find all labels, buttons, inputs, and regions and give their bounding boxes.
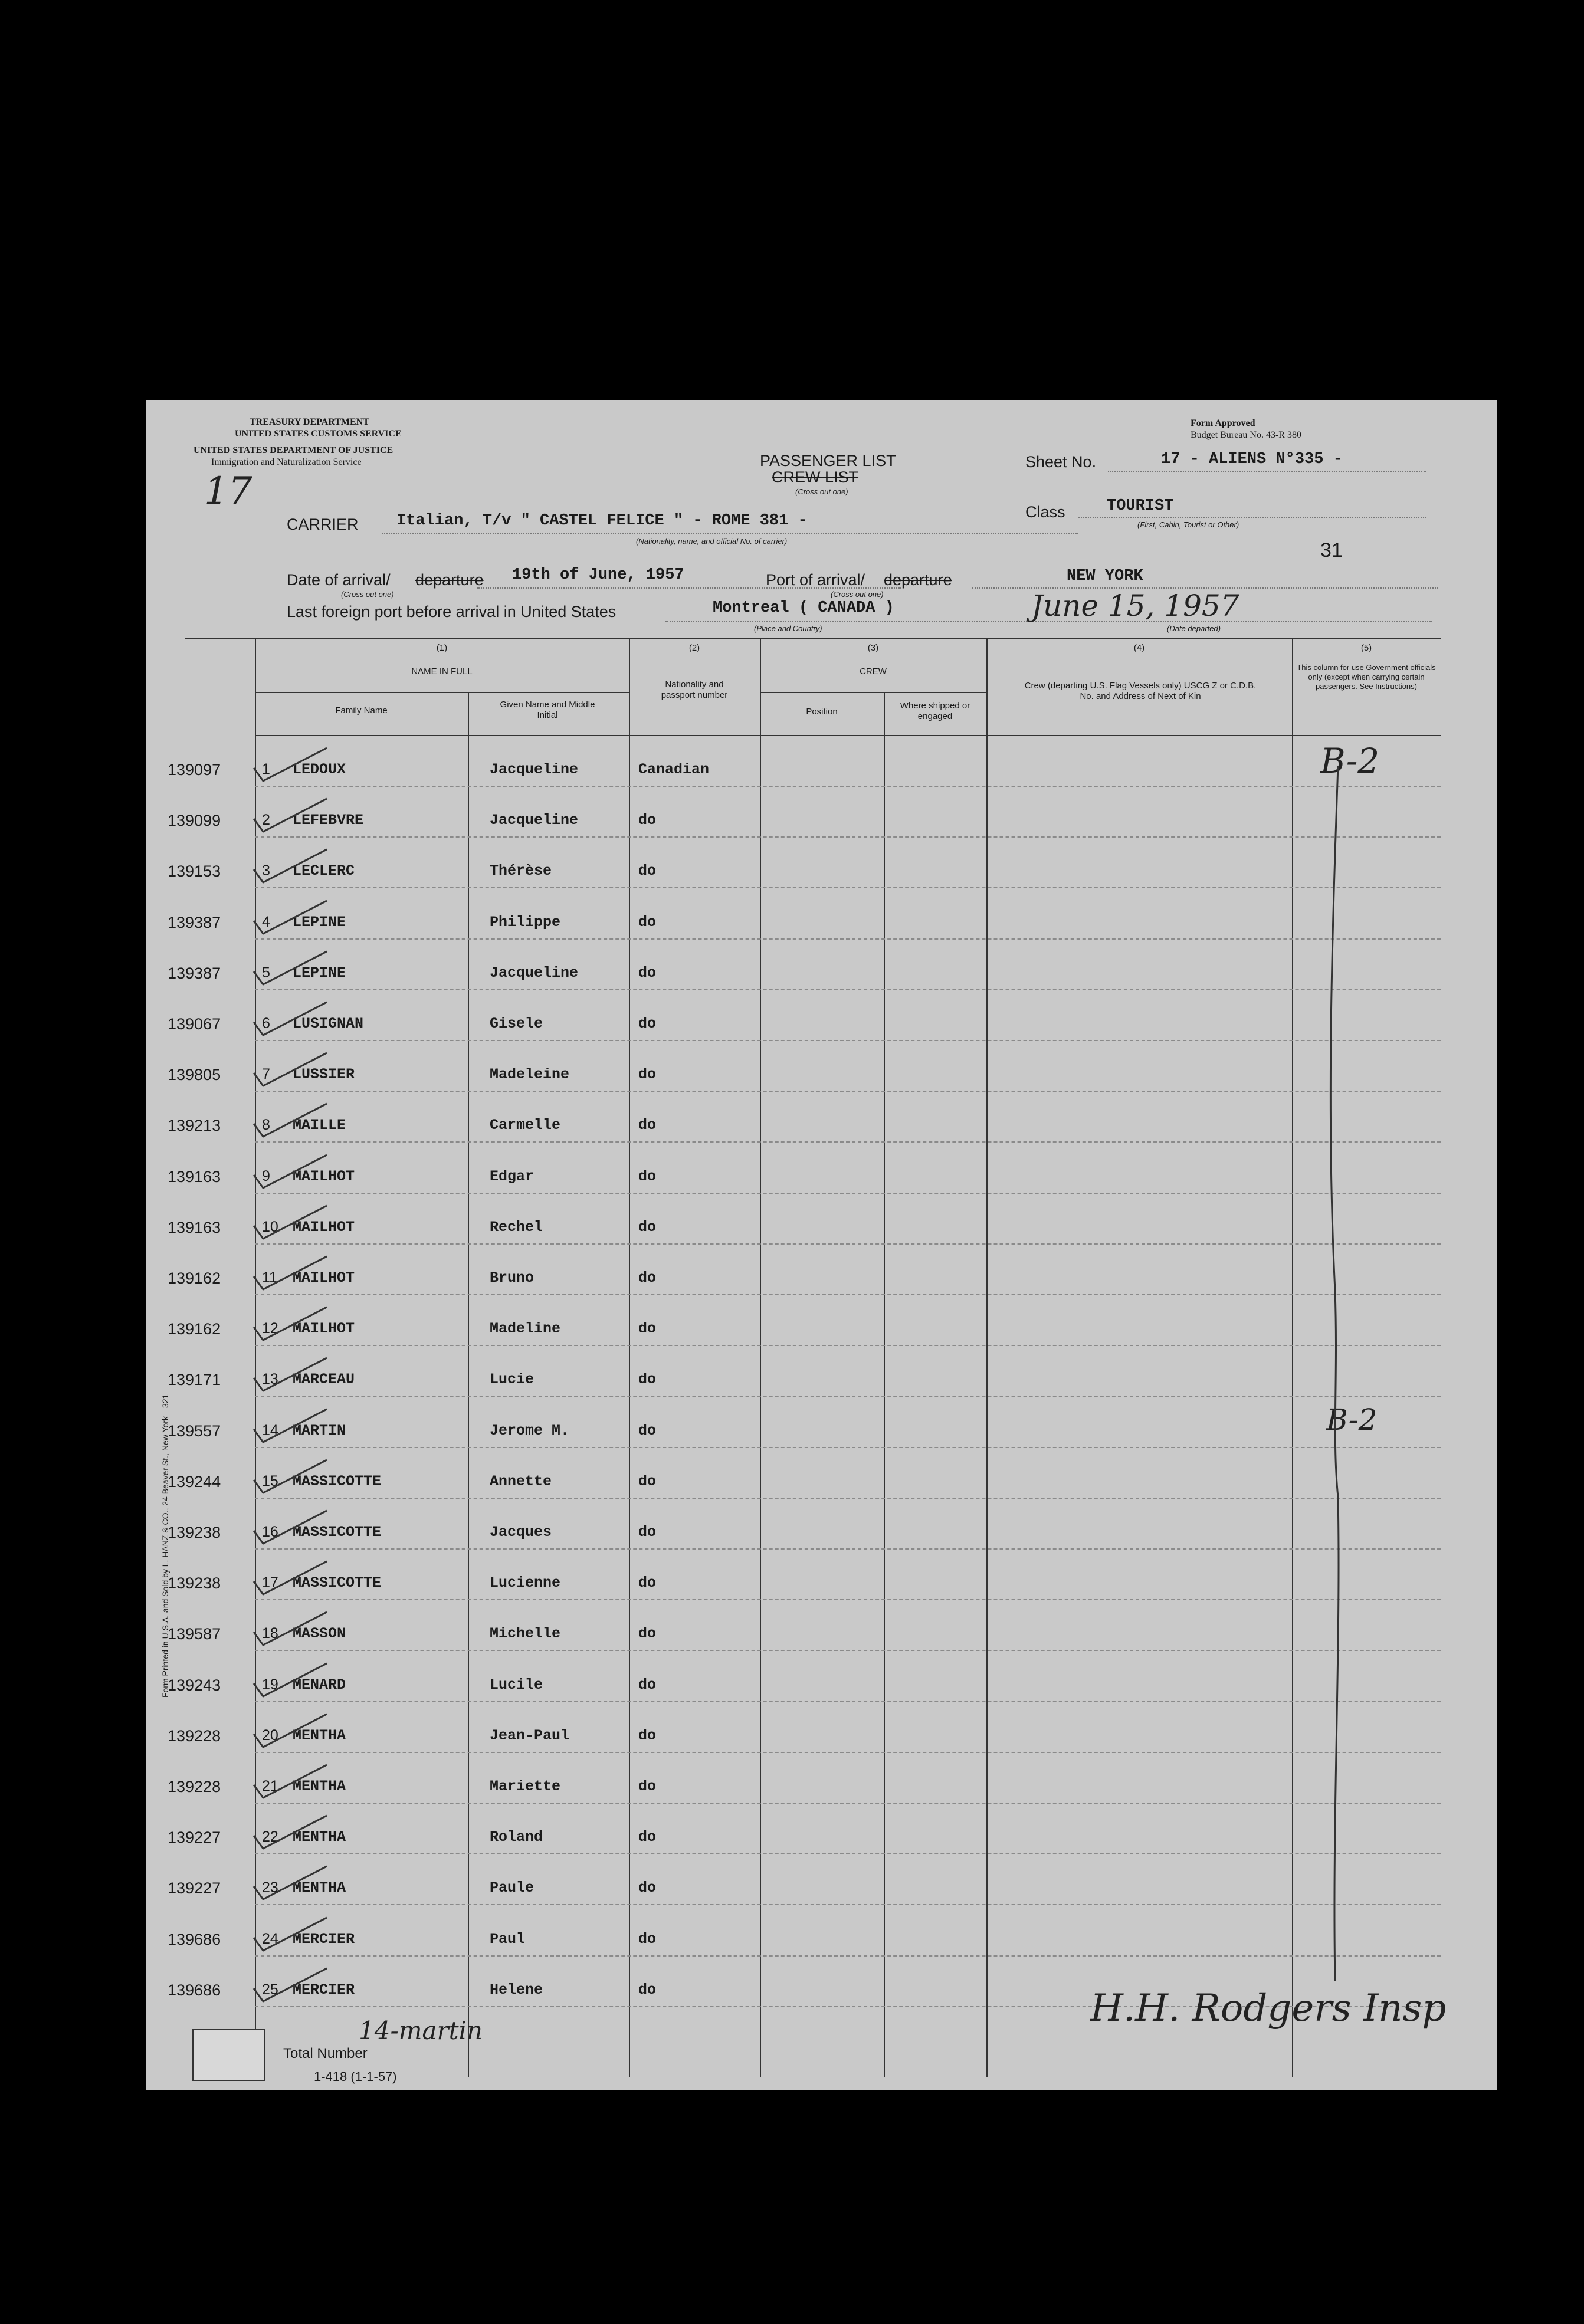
given-name: Michelle (490, 1625, 561, 1642)
col5-title: This column for use Government officials only (except when carrying certain passengers. See Instructions) (1297, 663, 1436, 691)
row-number: 14 (262, 1422, 278, 1439)
hand-number: 17 (204, 470, 252, 513)
check-mark (250, 1049, 333, 1091)
agency-line: Immigration and Naturalization Service (211, 457, 362, 467)
carrier-sub: (Nationality, name, and official No. of carrier) (636, 537, 788, 546)
date-label: Date of arrival/ (287, 571, 391, 589)
b2-mark-top: B-2 (1320, 741, 1380, 781)
col3-number: (3) (867, 643, 879, 653)
check-mark (250, 948, 333, 989)
total-hand: 14-martin (359, 2016, 483, 2045)
check-mark (250, 1202, 333, 1243)
check-mark (250, 1812, 333, 1853)
given-name: Jean-Paul (490, 1727, 570, 1744)
given-name: Jacques (490, 1524, 552, 1541)
last-port-label: Last foreign port before arrival in United States (287, 603, 616, 621)
nationality: do (638, 1320, 657, 1337)
nationality: do (638, 1066, 657, 1083)
class-sub: (First, Cabin, Tourist or Other) (1137, 520, 1239, 529)
reference-number: 139228 (168, 1778, 221, 1795)
form-approved: Form Approved (1191, 418, 1255, 428)
passenger-list-form (146, 400, 1497, 2090)
family-name: LUSIGNAN (293, 1015, 364, 1032)
row-number: 16 (262, 1524, 278, 1540)
port-label: Port of arrival/ (766, 571, 865, 589)
given-name: Carmelle (490, 1117, 561, 1134)
check-mark (250, 1761, 333, 1803)
col1-title: NAME IN FULL (411, 667, 473, 677)
check-mark (250, 999, 333, 1040)
given-name: Jacqueline (490, 761, 579, 778)
form-number: 1-418 (1-1-57) (314, 2069, 397, 2084)
nationality: do (638, 964, 657, 982)
reference-number: 139238 (168, 1574, 221, 1592)
row-number: 18 (262, 1625, 278, 1642)
family-name: MAILHOT (293, 1320, 355, 1337)
nationality: do (638, 1371, 657, 1388)
printer-note: Form Printed in U.S.A. and Sold by L. HANZ & CO., 24 Beaver St., New York—321 (160, 1394, 170, 1698)
family-name: MASSICOTTE (293, 1473, 382, 1490)
nationality: do (638, 1625, 657, 1642)
check-mark (250, 1558, 333, 1599)
check-mark (250, 1151, 333, 1193)
family-name: MASSICOTTE (293, 1574, 382, 1591)
reference-number: 139686 (168, 1981, 221, 1999)
row-number: 15 (262, 1473, 278, 1489)
reference-number: 139587 (168, 1625, 221, 1643)
check-mark (250, 897, 333, 938)
nationality: do (638, 862, 657, 879)
family-name: MENARD (293, 1676, 346, 1693)
arrival-date: 19th of June, 1957 (512, 566, 684, 584)
cross-out-note: (Cross out one) (795, 487, 848, 496)
agency-line: UNITED STATES CUSTOMS SERVICE (235, 429, 402, 439)
check-mark (250, 1507, 333, 1548)
given-name: Roland (490, 1829, 543, 1846)
last-port-value: Montreal ( CANADA ) (713, 599, 894, 617)
sheet-value: 17 - ALIENS N°335 - (1161, 451, 1343, 468)
nationality: do (638, 914, 657, 931)
class-label: Class (1025, 503, 1065, 521)
given-name: Lucienne (490, 1574, 561, 1591)
reference-number: 139227 (168, 1879, 221, 1897)
nationality: do (638, 1422, 657, 1439)
reference-number: 139067 (168, 1015, 221, 1033)
given-name: Annette (490, 1473, 552, 1490)
family-name: MASSICOTTE (293, 1524, 382, 1541)
col5-number: (5) (1360, 643, 1372, 653)
nationality: do (638, 1879, 657, 1896)
reference-number: 139557 (168, 1422, 221, 1440)
family-name: MENTHA (293, 1727, 346, 1744)
reference-number: 139163 (168, 1168, 221, 1186)
nationality: Canadian (638, 761, 710, 778)
family-name-header: Family Name (335, 705, 388, 715)
given-name: Bruno (490, 1269, 534, 1286)
date-departed-sub: (Date departed) (1167, 624, 1221, 633)
row-number: 1 (262, 761, 270, 777)
family-name: MAILLE (293, 1117, 346, 1134)
budget-bureau: Budget Bureau No. 43-R 380 (1191, 430, 1301, 440)
total-label: Total Number (283, 2046, 368, 2062)
check-mark (250, 1609, 333, 1650)
given-name: Lucile (490, 1676, 543, 1693)
family-name: MAILHOT (293, 1219, 355, 1236)
family-name: MENTHA (293, 1879, 346, 1896)
reference-number: 139243 (168, 1676, 221, 1694)
check-mark (250, 1863, 333, 1904)
family-name: LUSSIER (293, 1066, 355, 1083)
col1-number: (1) (436, 643, 448, 653)
row-number: 11 (262, 1269, 277, 1286)
given-name: Rechel (490, 1219, 543, 1236)
row-number: 3 (262, 862, 270, 879)
check-mark (250, 795, 333, 836)
given-name: Helene (490, 1981, 543, 1998)
row-number: 10 (262, 1219, 278, 1235)
reference-number: 139162 (168, 1320, 221, 1338)
row-number: 2 (262, 812, 270, 828)
row-number: 21 (262, 1778, 278, 1794)
total-box (192, 2029, 265, 2081)
reference-number: 139153 (168, 862, 221, 880)
family-name: LEFEBVRE (293, 812, 364, 829)
nationality: do (638, 1676, 657, 1693)
nationality: do (638, 1829, 657, 1846)
nationality: do (638, 1574, 657, 1591)
nationality: do (638, 812, 657, 829)
given-name: Jerome M. (490, 1422, 570, 1439)
given-name: Paule (490, 1879, 534, 1896)
cross-out-note: (Cross out one) (831, 590, 884, 599)
nationality: do (638, 1015, 657, 1032)
row-number: 20 (262, 1727, 278, 1744)
nationality: do (638, 1168, 657, 1185)
family-name: MARTIN (293, 1422, 346, 1439)
given-name: Lucie (490, 1371, 534, 1388)
given-name: Madeleine (490, 1066, 570, 1083)
cross-out-note: (Cross out one) (341, 590, 394, 599)
given-name: Edgar (490, 1168, 534, 1185)
nationality: do (638, 1524, 657, 1541)
family-name: LEPINE (293, 914, 346, 931)
nationality: do (638, 1117, 657, 1134)
nationality: do (638, 1727, 657, 1744)
reference-number: 139171 (168, 1371, 221, 1389)
row-number: 19 (262, 1676, 278, 1693)
family-name: MAILHOT (293, 1168, 355, 1185)
row-number: 12 (262, 1320, 278, 1337)
reference-number: 139228 (168, 1727, 221, 1745)
given-name: Mariette (490, 1778, 561, 1795)
family-name: LECLERC (293, 862, 355, 879)
col4-number: (4) (1133, 643, 1145, 653)
crew-list-struck: CREW LIST (772, 468, 859, 486)
nationality: do (638, 1219, 657, 1236)
check-mark (250, 1660, 333, 1701)
check-mark (250, 1304, 333, 1345)
port-value: NEW YORK (1067, 567, 1143, 585)
nationality: do (638, 1981, 657, 1998)
nationality: do (638, 1931, 657, 1948)
carrier-label: CARRIER (287, 516, 359, 533)
row-number: 22 (262, 1829, 278, 1845)
reference-number: 139387 (168, 914, 221, 931)
given-name: Paul (490, 1931, 526, 1948)
reference-number: 139805 (168, 1066, 221, 1084)
given-name: Jacqueline (490, 964, 579, 982)
check-mark (250, 1711, 333, 1752)
place-sub: (Place and Country) (754, 624, 822, 633)
check-mark (250, 1914, 333, 1955)
given-name: Madeline (490, 1320, 561, 1337)
form-title: PASSENGER LIST (760, 452, 896, 470)
sheet-label: Sheet No. (1025, 453, 1097, 471)
carrier-value: Italian, T/v " CASTEL FELICE " - ROME 381 - (396, 512, 808, 530)
date-struck: departure (415, 571, 484, 589)
check-mark (250, 1965, 333, 2006)
family-name: MERCIER (293, 1931, 355, 1948)
col2-number: (2) (688, 643, 700, 653)
page-number: 31 (1320, 539, 1343, 562)
check-mark (250, 1100, 333, 1141)
reference-number: 139227 (168, 1829, 221, 1846)
family-name: MENTHA (293, 1778, 346, 1795)
check-mark (250, 1354, 333, 1396)
ditto-line (1314, 760, 1362, 1987)
family-name: LEPINE (293, 964, 346, 982)
given-name-header: Given Name and Middle Initial (500, 700, 595, 720)
row-number: 8 (262, 1117, 270, 1133)
nationality: do (638, 1473, 657, 1490)
reference-number: 139163 (168, 1219, 221, 1236)
reference-number: 139213 (168, 1117, 221, 1134)
row-number: 9 (262, 1168, 270, 1184)
reference-number: 139244 (168, 1473, 221, 1491)
position-header: Position (806, 707, 838, 717)
row-number: 17 (262, 1574, 278, 1591)
check-mark (250, 846, 333, 887)
port-struck: departure (884, 571, 952, 589)
given-name: Thérèse (490, 862, 552, 879)
row-number: 25 (262, 1981, 278, 1998)
b2-mark-mid: B-2 (1326, 1403, 1378, 1437)
col4-title: Crew (departing U.S. Flag Vessels only) USCG Z or C.D.B. No. and Address of Next of Kin (1024, 681, 1257, 701)
row-number: 23 (262, 1879, 278, 1896)
row-number: 13 (262, 1371, 278, 1387)
reference-number: 139238 (168, 1524, 221, 1541)
nationality: do (638, 1778, 657, 1795)
agency-line: UNITED STATES DEPARTMENT OF JUSTICE (194, 445, 393, 455)
reference-number: 139097 (168, 761, 221, 779)
row-number: 24 (262, 1931, 278, 1947)
reference-number: 139162 (168, 1269, 221, 1287)
date-departed: June 15, 1957 (1031, 589, 1239, 623)
row-number: 4 (262, 914, 270, 930)
row-number: 6 (262, 1015, 270, 1032)
reference-number: 139099 (168, 812, 221, 829)
check-mark (250, 1456, 333, 1498)
family-name: MERCIER (293, 1981, 355, 1998)
class-value: TOURIST (1107, 497, 1174, 515)
family-name: LEDOUX (293, 761, 346, 778)
check-mark (250, 744, 333, 786)
family-name: MAILHOT (293, 1269, 355, 1286)
family-name: MARCEAU (293, 1371, 355, 1388)
row-number: 7 (262, 1066, 270, 1082)
nationality: do (638, 1269, 657, 1286)
family-name: MENTHA (293, 1829, 346, 1846)
check-mark (250, 1253, 333, 1294)
reference-number: 139387 (168, 964, 221, 982)
given-name: Jacqueline (490, 812, 579, 829)
where-shipped-header: Where shipped or engaged (900, 701, 970, 721)
row-number: 5 (262, 964, 270, 981)
given-name: Gisele (490, 1015, 543, 1032)
reference-number: 139686 (168, 1931, 221, 1948)
col3-title: CREW (860, 667, 887, 677)
family-name: MASSON (293, 1625, 346, 1642)
agency-line: TREASURY DEPARTMENT (250, 417, 369, 427)
given-name: Philippe (490, 914, 561, 931)
check-mark (250, 1406, 333, 1447)
inspector-signature: H.H. Rodgers Insp (1090, 1987, 1447, 2030)
col2-title: Nationality and passport number (661, 680, 728, 700)
